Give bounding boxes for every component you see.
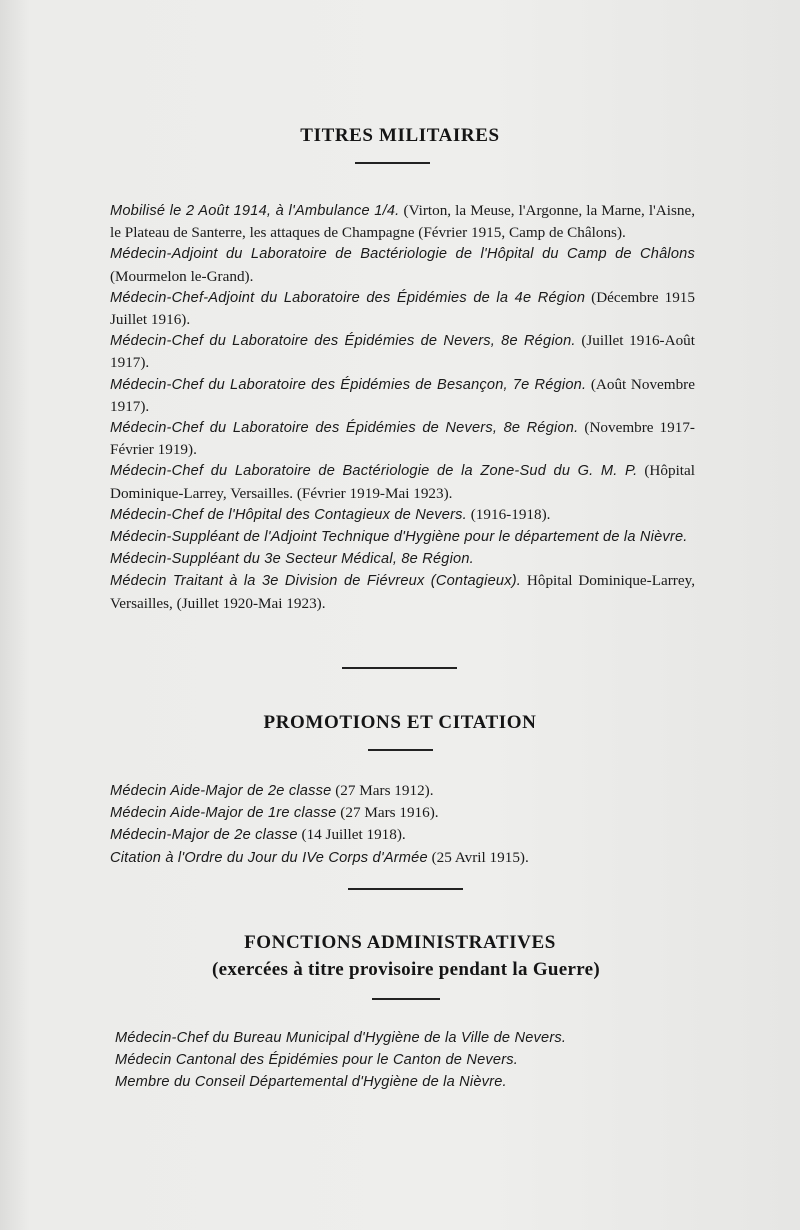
- military-entry: Médecin-Chef-Adjoint du Laboratoire des Épidémies de la 4e Région (Décembre 1915 Juillet 1916).: [110, 288, 695, 329]
- administrative-entry: Médecin Cantonal des Épidémies pour le Canton de Nevers.: [115, 1052, 519, 1069]
- military-entry: Mobilisé le 2 Août 1914, à l'Ambulance 1/4. (Virton, la Meuse, l'Argonne, la Marne, l'Aisne, le Plateau de Santerre, les attaques de Champagne (Février 1915, Camp de Châlons).: [110, 202, 696, 242]
- military-entry: Médecin-Chef du Laboratoire des Épidémies de Nevers, 8e Région. (Juillet 1916-Août 1917).: [110, 332, 695, 372]
- section-title-promotions: PROMOTIONS ET CITATION: [263, 712, 537, 733]
- promotion-entry: Médecin Aide-Major de 2e classe (27 Mars 1912).: [110, 782, 434, 799]
- title-underline: [355, 162, 430, 164]
- promotion-entry: Médecin Aide-Major de 1re classe (27 Mars 1916).: [110, 804, 439, 822]
- section-title-administrative: FONCTIONS ADMINISTRATIVES: [244, 932, 556, 953]
- administrative-list: [115, 1027, 700, 1094]
- military-entry: Médecin-Suppléant du 3e Secteur Médical, 8e Région.: [110, 551, 474, 568]
- section-subtitle: (exercées à titre provisoire pendant la Guerre): [211, 959, 601, 980]
- title-underline: [372, 998, 440, 1000]
- administrative-entry: Médecin-Chef du Bureau Municipal d'Hygiène de la Ville de Nevers.: [115, 1030, 567, 1046]
- military-entry: Médecin-Chef de l'Hôpital des Contagieux de Nevers. (1916-1918).: [110, 505, 551, 523]
- military-entry: Médecin-Chef du Laboratoire des Épidémies de Nevers, 8e Région. (Novembre 1917-Février 1919).: [110, 419, 695, 459]
- section-divider: [342, 667, 457, 669]
- title-underline: [368, 749, 433, 751]
- military-entry: Médecin-Chef du Laboratoire de Bactériologie de la Zone-Sud du G. M. P. (Hôpital Dominique-Larrey, Versailles. (Février 1919-Mai 1923).: [110, 462, 695, 502]
- section-title-military: TITRES MILITAIRES: [300, 125, 500, 146]
- military-entry: Médecin-Chef du Laboratoire des Épidémies de Besançon, 7e Région. (Août Novembre 1917).: [110, 375, 695, 415]
- military-entry: Médecin-Adjoint du Laboratoire de Bactériologie de l'Hôpital du Camp de Châlons (Mourmelon le-Grand).: [110, 246, 695, 285]
- administrative-entry: Membre du Conseil Départemental d'Hygiène de la Nièvre.: [115, 1074, 507, 1091]
- military-list: [110, 200, 695, 614]
- military-entry: Médecin Traitant à la 3e Division de Fiévreux (Contagieux). Hôpital Dominique-Larrey, Versailles, (Juillet 1920-Mai 1923).: [110, 572, 695, 612]
- promotion-entry: Médecin-Major de 2e classe (14 Juillet 1918).: [110, 826, 406, 844]
- promotions-list: [110, 780, 695, 869]
- promotion-entry: Citation à l'Ordre du Jour du IVe Corps d'Armée (25 Avril 1915).: [110, 848, 529, 866]
- section-divider: [348, 888, 463, 890]
- military-entry: Médecin-Suppléant de l'Adjoint Technique d'Hygiène pour le département de la Nièvre.: [110, 529, 688, 546]
